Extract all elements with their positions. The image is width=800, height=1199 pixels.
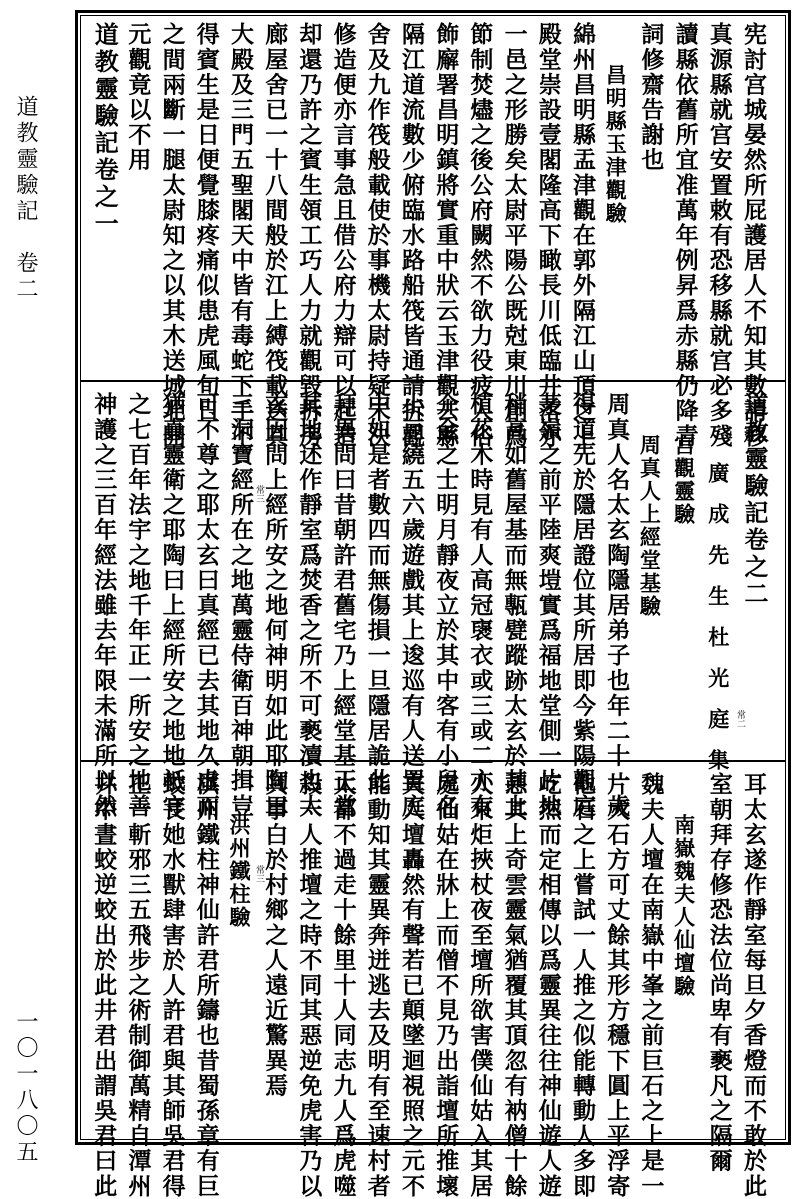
text-column: 介金之士明月靜夜立於其中客有小兒名	[432, 392, 460, 819]
text-column: 廊屋舍已一十八間般於江上縛筏載送其	[261, 22, 289, 449]
text-column: 稍高如舊屋基而無甎甓蹤跡太玄於其上	[500, 392, 528, 819]
section-heading-column: 南嶽魏夫人仙壇驗	[671, 814, 697, 998]
text-column: 真源縣就宫安置敕有恐移縣就宫必多殘	[705, 22, 733, 449]
text-column: 洪州鐵柱神仙許君所鑄也昔蜀孫章有巨	[192, 772, 220, 1199]
section-heading-column: 宫觀靈驗	[671, 434, 697, 526]
text-column: 可不尊之耶太玄曰真經已去其地久虛而	[192, 392, 220, 819]
text-column: 憩其上奇雲靈氣猶覆其頂忽有衲僧十餘	[500, 772, 528, 1199]
text-column: 正一斬邪三五飛步之術制御萬精自潭州	[124, 772, 152, 1199]
text-column: 元觀竟以不用	[124, 22, 152, 173]
text-column: 讀縣依舊所宜准萬年例昇爲赤縣仍降青	[671, 22, 699, 449]
text-column: 處仙姑在牀上而僧不見乃出詣壇所推壞	[432, 772, 460, 1199]
author-column: 廣成先生杜光庭集	[705, 462, 731, 790]
text-column: 詞修齋告謝也	[637, 22, 665, 173]
text-column: 夫人壇轟然有聲若已顛墜迴視照之元不	[398, 772, 425, 1199]
text-column: 植花木時見有人高冠襃衣或三或二亦有	[466, 392, 494, 819]
text-column: 室朝拜存修恐法位尚卑有褻凡之隔爾	[705, 772, 733, 1174]
text-column: 宪討宫城晏然所屁護居人不知其數請移	[740, 22, 767, 449]
text-column: 殺一人推壇之時不同其惡逆免虎害乃以	[295, 772, 323, 1199]
book-title-margin: 道教靈驗記 卷二	[13, 95, 38, 303]
leaf-marker: 常二	[735, 710, 745, 728]
text-column: 得賓生是日便覺膝疼痛似患虎風旬日	[192, 22, 220, 424]
text-column: 其事白於村鄉之人遠近驚異焉	[261, 772, 289, 1099]
section-heading-column: 昌明縣玉津觀驗	[603, 64, 629, 225]
text-column: 三洞寶經所在之地萬靈侍衛百神朝揖豈	[227, 392, 254, 819]
section-heading-column: 周真人上經堂基驗	[637, 434, 663, 618]
text-column: 太都不過走十餘里十人同志九人爲虎噬	[329, 772, 357, 1199]
text-column: 玄因問上經所安之地何神明如此耶陶曰	[261, 392, 289, 819]
text-column: 猶真靈衛之耶陶曰上經所安之地地祇守	[158, 392, 186, 819]
text-column: 井中晝蛟逆蛟出於此井君出謂吳君曰此	[90, 772, 118, 1199]
text-column: 人來炬挾杖夜至壇所欲害僕仙姑入其居	[466, 772, 494, 1199]
text-column: 舍及九作筏般載使於事機太尉持疑未決	[363, 22, 391, 449]
text-column: 中如是者數四而無傷損一旦隱居詭此	[363, 392, 391, 794]
text-column: 節制焚燼之後公府闕然不欲力役疲人俗	[466, 22, 494, 449]
text-column: 飾廨署昌明鎮將實重中狀云玉津觀去縣	[432, 22, 460, 449]
text-column: 片大石方可丈餘其形方穩下圓上平浮寄	[603, 772, 631, 1199]
text-column: 一邑之形勝矣太尉平陽公既尅東川創爲	[500, 22, 528, 449]
chapter-title-column: 道教靈驗記卷之一	[90, 22, 120, 238]
text-column: 其地述作靜室爲焚香之所不可褻瀆也太	[295, 392, 323, 819]
leaf-marker: 常三	[254, 485, 264, 503]
text-column: 殿堂崇設壹閣隆高下瞰長川低臨井落亦	[534, 22, 562, 449]
page-number-margin: 一〇一八〇五	[13, 1010, 38, 1166]
text-column: 隔江道流數少俯臨水路船筏皆通請拆觀	[398, 22, 425, 449]
section-heading-column: 洪州鐵柱驗	[227, 814, 252, 929]
text-column: 修造便亦言事急且借公府力辯可以起造	[329, 22, 357, 449]
text-column: 能動知其靈異奔迸逃去及明有至速村者	[363, 772, 391, 1199]
chapter-title-column: 道教靈驗記卷之二	[740, 392, 769, 608]
text-column: 魏夫人壇在南嶽中峯之前巨石之上是一	[637, 772, 665, 1199]
text-column: 耳太玄遂作靜室每旦夕香燈而不敢於此	[740, 772, 767, 1199]
text-column: 他石之上嘗試一人推之似能轉動人多即	[569, 772, 596, 1199]
text-column: 蛟長她水獸肆害於人許君與其師吳君得	[158, 772, 186, 1199]
text-column: 周真人名太玄陶隱居弟子也年二十一歲	[603, 392, 631, 819]
text-column: 小豆繞五六歲遊戲其上逡巡有人送置庭	[398, 392, 425, 819]
text-column: 却還乃許之賓生領工巧人力就觀毀拆房	[295, 22, 323, 449]
text-column: 綿州昌明縣盂津觀在郭外隔江山頂之上	[569, 22, 596, 449]
text-column: 屹然而定相傳以爲靈異往往神仙遊人遊	[534, 772, 562, 1199]
text-column: 茅嶺之前平陸爽塏實爲福地堂側一片地	[534, 392, 562, 819]
leaf-marker: 常三	[254, 865, 264, 883]
text-column: 大殿及三門五聖閣天中皆有毒蛇下手不	[227, 22, 254, 449]
text-column: 之間兩斷一腿太尉知之以其木送城北開	[158, 22, 186, 449]
text-column: 神護之三百年經法雖去年限未滿所以然	[90, 392, 118, 819]
text-column: 之七百年法宇之地千年正一所安之地善	[124, 392, 152, 819]
text-column: 得道先於隱居證位其所居即今紫陽觀庭	[569, 392, 596, 819]
text-column: 拜異問曰昔朝許君舊宅乃上經堂基正當	[329, 392, 357, 819]
